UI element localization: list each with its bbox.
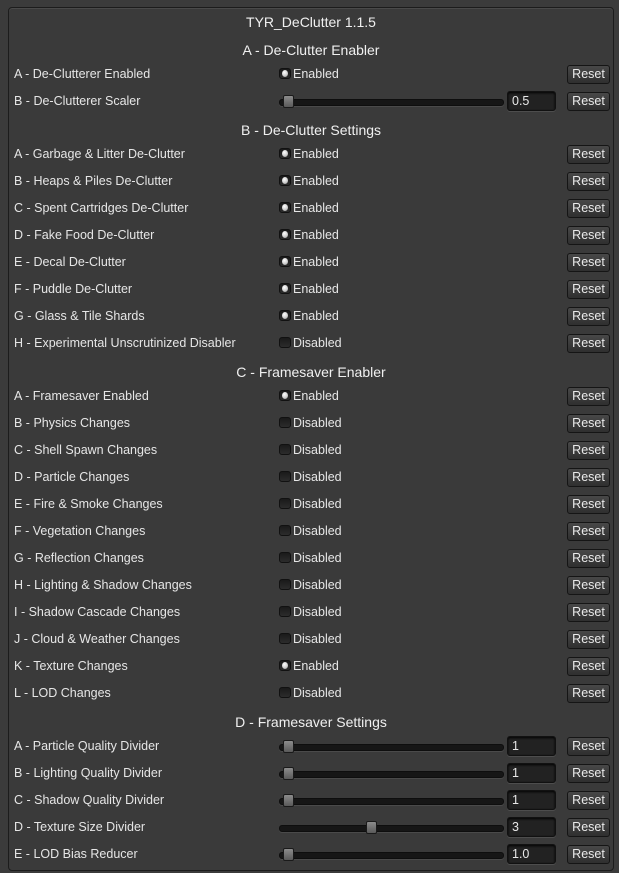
reflection-changes-reset-button[interactable]: Reset	[567, 549, 610, 568]
toggle-state-label: Disabled	[293, 524, 342, 538]
texture-size-divider-slider-track[interactable]	[279, 825, 504, 832]
radio-indicator-icon	[279, 68, 291, 79]
setting-label: J - Cloud & Weather Changes	[14, 632, 180, 646]
radio-indicator-icon	[279, 471, 291, 482]
setting-row-lighting-and-shadow-changes	[9, 573, 613, 600]
section-header-framesaver-settings: D - Framesaver Settings	[235, 714, 387, 730]
setting-label: B - De-Clutterer Scaler	[14, 94, 141, 108]
slider-handle[interactable]	[283, 767, 294, 780]
cloud-and-weather-changes-reset-button[interactable]: Reset	[567, 630, 610, 649]
setting-label: G - Glass & Tile Shards	[14, 309, 145, 323]
particle-quality-divider-reset-button[interactable]: Reset	[567, 737, 610, 756]
setting-label: G - Reflection Changes	[14, 551, 144, 565]
setting-row-shadow-quality-divider	[9, 788, 613, 815]
particle-quality-divider-slider-track[interactable]	[279, 744, 504, 751]
toggle-state-label: Disabled	[293, 632, 342, 646]
setting-label: D - Fake Food De-Clutter	[14, 228, 155, 242]
toggle-state-label: Enabled	[293, 147, 339, 161]
setting-row-garbage-and-litter-de-clutter	[9, 142, 613, 169]
radio-indicator-icon	[279, 202, 291, 213]
heaps-and-piles-de-clutter-reset-button[interactable]: Reset	[567, 172, 610, 191]
setting-row-framesaver-enabled	[9, 384, 613, 411]
shadow-quality-divider-value-field[interactable]	[507, 790, 556, 810]
lod-bias-reducer-value-field[interactable]	[507, 844, 556, 864]
radio-indicator-icon	[279, 579, 291, 590]
setting-row-particle-changes	[9, 465, 613, 492]
setting-label: C - Spent Cartridges De-Clutter	[14, 201, 189, 215]
radio-indicator-icon	[279, 256, 291, 267]
framesaver-enabled-reset-button[interactable]: Reset	[567, 387, 610, 406]
experimental-unscrutinized-disabler-reset-button[interactable]: Reset	[567, 334, 610, 353]
section-header-framesaver-enabler: C - Framesaver Enabler	[236, 364, 386, 380]
particle-changes-reset-button[interactable]: Reset	[567, 468, 610, 487]
setting-row-texture-changes	[9, 654, 613, 681]
setting-label: F - Puddle De-Clutter	[14, 282, 133, 296]
lod-bias-reducer-reset-button[interactable]: Reset	[567, 845, 610, 864]
toggle-state-label: Disabled	[293, 470, 342, 484]
toggle-state-label: Enabled	[293, 174, 339, 188]
toggle-state-label: Disabled	[293, 497, 342, 511]
toggle-state-label: Enabled	[293, 309, 339, 323]
setting-label: B - Physics Changes	[14, 416, 131, 430]
toggle-state-label: Disabled	[293, 686, 342, 700]
toggle-state-label: Disabled	[293, 578, 342, 592]
setting-label: H - Lighting & Shadow Changes	[14, 578, 192, 592]
physics-changes-reset-button[interactable]: Reset	[567, 414, 610, 433]
setting-label: A - Particle Quality Divider	[14, 739, 160, 753]
decal-de-clutter-reset-button[interactable]: Reset	[567, 253, 610, 272]
setting-label: B - Lighting Quality Divider	[14, 766, 162, 780]
setting-row-de-clutterer-enabled	[9, 62, 613, 89]
spent-cartridges-de-clutter-reset-button[interactable]: Reset	[567, 199, 610, 218]
setting-row-decal-de-clutter	[9, 250, 613, 277]
section-header-declutter-settings: B - De-Clutter Settings	[240, 122, 382, 138]
setting-row-fake-food-de-clutter	[9, 223, 613, 250]
toggle-state-label: Enabled	[293, 659, 339, 673]
setting-label: I - Shadow Cascade Changes	[14, 605, 181, 619]
setting-row-physics-changes	[9, 411, 613, 438]
garbage-and-litter-de-clutter-reset-button[interactable]: Reset	[567, 145, 610, 164]
toggle-state-label: Disabled	[293, 416, 342, 430]
setting-row-lod-bias-reducer	[9, 842, 613, 869]
radio-indicator-icon	[279, 660, 291, 671]
setting-row-cloud-and-weather-changes	[9, 627, 613, 654]
slider-handle[interactable]	[283, 95, 294, 108]
radio-indicator-icon	[279, 444, 291, 455]
toggle-state-label: Disabled	[293, 605, 342, 619]
setting-row-texture-size-divider	[9, 815, 613, 842]
toggle-state-label: Enabled	[293, 389, 339, 403]
toggle-state-label: Enabled	[293, 255, 339, 269]
setting-row-experimental-unscrutinized-disabler	[9, 331, 613, 358]
toggle-state-label: Disabled	[293, 336, 342, 350]
setting-label: F - Vegetation Changes	[14, 524, 146, 538]
lighting-quality-divider-reset-button[interactable]: Reset	[567, 764, 610, 783]
radio-indicator-icon	[279, 633, 291, 644]
de-clutterer-scaler-value-field[interactable]	[507, 91, 556, 111]
particle-quality-divider-value-field[interactable]	[507, 736, 556, 756]
window-title: TYR_DeClutter 1.1.5	[246, 14, 376, 30]
shadow-quality-divider-slider-track[interactable]	[279, 798, 504, 805]
de-clutterer-scaler-slider-track[interactable]	[279, 99, 504, 106]
setting-row-lighting-quality-divider	[9, 761, 613, 788]
radio-indicator-icon	[279, 337, 291, 348]
slider-handle[interactable]	[283, 848, 294, 861]
radio-indicator-icon	[279, 175, 291, 186]
shadow-cascade-changes-reset-button[interactable]: Reset	[567, 603, 610, 622]
lod-changes-reset-button[interactable]: Reset	[567, 684, 610, 703]
toggle-state-label: Enabled	[293, 67, 339, 81]
radio-indicator-icon	[279, 687, 291, 698]
setting-label: D - Texture Size Divider	[14, 820, 146, 834]
de-clutterer-scaler-reset-button[interactable]: Reset	[567, 92, 610, 111]
setting-row-vegetation-changes	[9, 519, 613, 546]
toggle-state-label: Disabled	[293, 443, 342, 457]
setting-row-reflection-changes	[9, 546, 613, 573]
setting-row-fire-and-smoke-changes	[9, 492, 613, 519]
setting-label: A - Framesaver Enabled	[14, 389, 149, 403]
radio-indicator-icon	[279, 229, 291, 240]
setting-label: C - Shadow Quality Divider	[14, 793, 165, 807]
toggle-state-label: Enabled	[293, 201, 339, 215]
setting-label: K - Texture Changes	[14, 659, 128, 673]
setting-label: L - LOD Changes	[14, 686, 111, 700]
setting-row-particle-quality-divider	[9, 734, 613, 761]
setting-label: E - Decal De-Clutter	[14, 255, 126, 269]
setting-label: A - Garbage & Litter De-Clutter	[14, 147, 185, 161]
setting-row-lod-changes	[9, 681, 613, 708]
fire-and-smoke-changes-reset-button[interactable]: Reset	[567, 495, 610, 514]
setting-label: E - LOD Bias Reducer	[14, 847, 138, 861]
shell-spawn-changes-reset-button[interactable]: Reset	[567, 441, 610, 460]
setting-label: A - De-Clutterer Enabled	[14, 67, 151, 81]
setting-row-heaps-and-piles-de-clutter	[9, 169, 613, 196]
setting-row-de-clutterer-scaler	[9, 89, 613, 116]
de-clutterer-enabled-reset-button[interactable]: Reset	[567, 65, 610, 84]
toggle-state-label: Enabled	[293, 228, 339, 242]
lighting-quality-divider-value-field[interactable]	[507, 763, 556, 783]
radio-indicator-icon	[279, 417, 291, 428]
setting-label: D - Particle Changes	[14, 470, 130, 484]
radio-indicator-icon	[279, 310, 291, 321]
setting-row-shadow-cascade-changes	[9, 600, 613, 627]
shadow-quality-divider-reset-button[interactable]: Reset	[567, 791, 610, 810]
slider-handle[interactable]	[366, 821, 377, 834]
lighting-quality-divider-slider-track[interactable]	[279, 771, 504, 778]
slider-handle[interactable]	[283, 740, 294, 753]
radio-indicator-icon	[279, 525, 291, 536]
lighting-and-shadow-changes-reset-button[interactable]: Reset	[567, 576, 610, 595]
slider-handle[interactable]	[283, 794, 294, 807]
setting-row-shell-spawn-changes	[9, 438, 613, 465]
texture-size-divider-reset-button[interactable]: Reset	[567, 818, 610, 837]
section-header-declutter-enabler: A - De-Clutter Enabler	[242, 42, 380, 58]
puddle-de-clutter-reset-button[interactable]: Reset	[567, 280, 610, 299]
setting-label: B - Heaps & Piles De-Clutter	[14, 174, 173, 188]
toggle-state-label: Disabled	[293, 551, 342, 565]
glass-and-tile-shards-reset-button[interactable]: Reset	[567, 307, 610, 326]
setting-label: C - Shell Spawn Changes	[14, 443, 158, 457]
toggle-state-label: Enabled	[293, 282, 339, 296]
setting-label: E - Fire & Smoke Changes	[14, 497, 163, 511]
declutter-panel	[8, 7, 614, 871]
radio-indicator-icon	[279, 283, 291, 294]
lod-bias-reducer-slider-track[interactable]	[279, 852, 504, 859]
texture-changes-reset-button[interactable]: Reset	[567, 657, 610, 676]
setting-label: H - Experimental Unscrutinized Disabler	[14, 336, 236, 350]
setting-row-spent-cartridges-de-clutter	[9, 196, 613, 223]
radio-indicator-icon	[279, 390, 291, 401]
texture-size-divider-value-field[interactable]	[507, 817, 556, 837]
radio-indicator-icon	[279, 148, 291, 159]
setting-row-glass-and-tile-shards	[9, 304, 613, 331]
radio-indicator-icon	[279, 552, 291, 563]
setting-row-puddle-de-clutter	[9, 277, 613, 304]
fake-food-de-clutter-reset-button[interactable]: Reset	[567, 226, 610, 245]
vegetation-changes-reset-button[interactable]: Reset	[567, 522, 610, 541]
radio-indicator-icon	[279, 606, 291, 617]
radio-indicator-icon	[279, 498, 291, 509]
